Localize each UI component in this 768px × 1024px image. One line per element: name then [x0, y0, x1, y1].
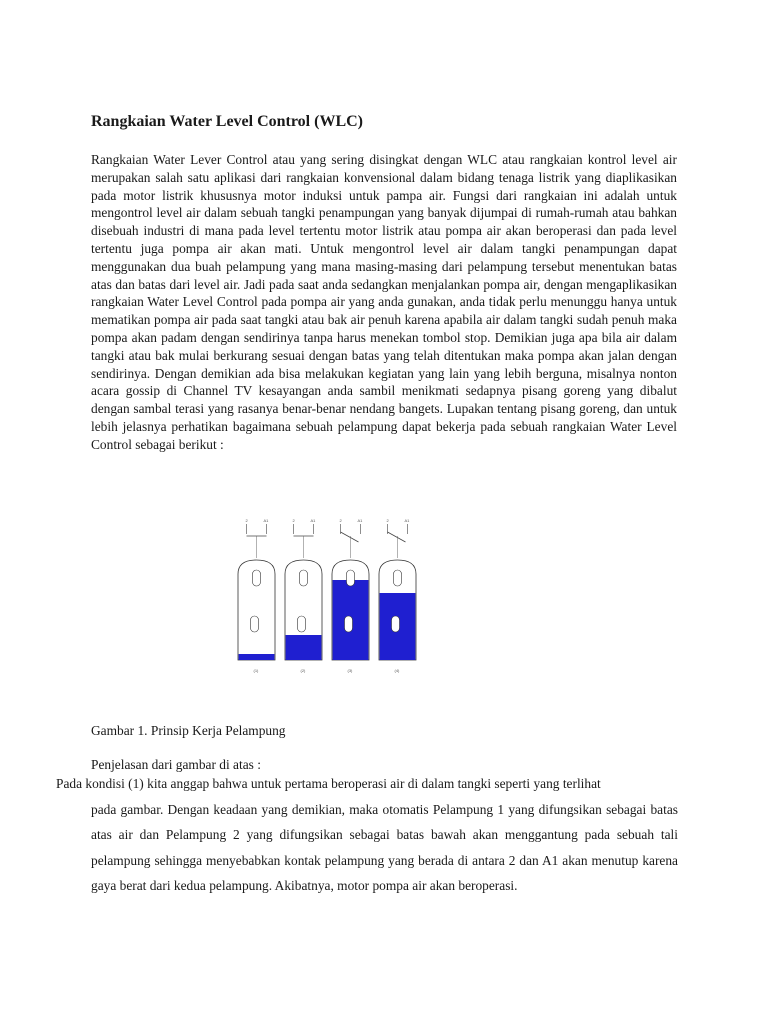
contact-bar: [388, 532, 406, 542]
panel-label: (2): [300, 668, 306, 673]
float-1: [347, 570, 355, 586]
float-2: [392, 616, 400, 632]
tank-water: [286, 635, 322, 660]
figure-panel: [379, 518, 416, 673]
float-1: [300, 570, 308, 586]
contact-bar: [341, 532, 359, 542]
contact-left-label: 2: [245, 518, 248, 523]
float-2: [298, 616, 306, 632]
float-1: [253, 570, 261, 586]
condition-1-continuation: pada gambar. Dengan keadaan yang demikian, maka otomatis Pelampung 1 yang difungsikan sebagai batas atas air dan Pelampung 2 yang difungsikan sebagai batas bawah akan menggantung pada sebuah tali pelampung sehingga menyebabkan kontak pelampung yang berada di antara 2 dan A1 akan menutup karena gaya berat dari kedua pelampung. Akibatnya, motor pompa air akan beroperasi.: [91, 801, 678, 893]
figure-panel: [285, 518, 322, 673]
float-2: [345, 616, 353, 632]
panel-label: (3): [347, 668, 353, 673]
panel-label: (4): [394, 668, 400, 673]
explanation-heading: Penjelasan dari gambar di atas :: [91, 757, 261, 772]
tank-water: [239, 654, 275, 660]
condition-1-paragraph: [56, 771, 678, 899]
contact-right-label: A1: [357, 518, 363, 523]
contact-right-label: A1: [310, 518, 316, 523]
contact-left-label: 2: [339, 518, 342, 523]
condition-1-first-line: Pada kondisi (1) kita anggap bahwa untuk pertama beroperasi air di dalam tangki seperti yang terlihat: [56, 776, 601, 791]
contact-right-label: A1: [263, 518, 269, 523]
contact-right-label: A1: [404, 518, 410, 523]
figure-caption: Gambar 1. Prinsip Kerja Pelampung: [91, 723, 286, 738]
figure-panel: [332, 518, 369, 673]
contact-left-label: 2: [292, 518, 295, 523]
figure-panel: [238, 518, 275, 673]
panel-label: (1): [253, 668, 259, 673]
float-1: [394, 570, 402, 586]
intro-paragraph: Rangkaian Water Lever Control atau yang sering disingkat dengan WLC atau rangkaian kontrol level air merupakan salah satu aplikasi dari rangkaian konvensional dalam bidang tenaga listrik yang diaplikasikan pada motor listrik khususnya motor induksi untuk pampa air. Fungsi dari rangkaian ini adalah untuk mengontrol level air dalam sebuah tangki penampungan yang banyak dijumpai di rumah-rumah atau bahkan disebuah industri di mana pada level tertentu motor listrik atau pompa air akan beroperasi dan pada level tertentu juga pompa air akan mati. Untuk mengontrol level air dalam tangki penampungan dapat menggunakan dua buah pelampung yang mana masing-masing dari pelampung tersebut menentukan batas atas dan batas dari level air. Jadi pada saat anda sedangkan menjalankan pompa air, dengan mengaplikasikan rangkaian Water Level Control pada pompa air yang anda gunakan, anda tidak perlu menunggu hanya untuk mematikan pompa air pada saat tangki atau bak air penuh karena apabila air dalam tangki sudah penuh maka pompa akan padam dengan sendirinya tanpa harus menekan tombol stop. Demikian juga apa bila air dalam tangki atau bak mulai berkurang sesuai dengan batas yang telah ditentukan maka pompa akan jalan dengan sendirinya. Dengan demikian ada bisa melakukan kegiatan yang lain yang lebih berguna, misalnya nonton acara gossip di Channel TV kesayangan anda sambil menikmati sedapnya pisang goreng yang dibalut dengan sambal terasi yang rasanya benar-benar nendang bangets. Lupakan tentang pisang goreng, dan untuk lebih jelasnya perhatikan bagaimana sebuah pelampung dapat bekerja pada sebuah rangkaian Water Level Control sebagai berikut :: [91, 152, 677, 452]
contact-left-label: 2: [386, 518, 389, 523]
float-2: [251, 616, 259, 632]
document-title: Rangkaian Water Level Control (WLC): [91, 113, 364, 130]
float-principle-figure: [234, 512, 424, 684]
